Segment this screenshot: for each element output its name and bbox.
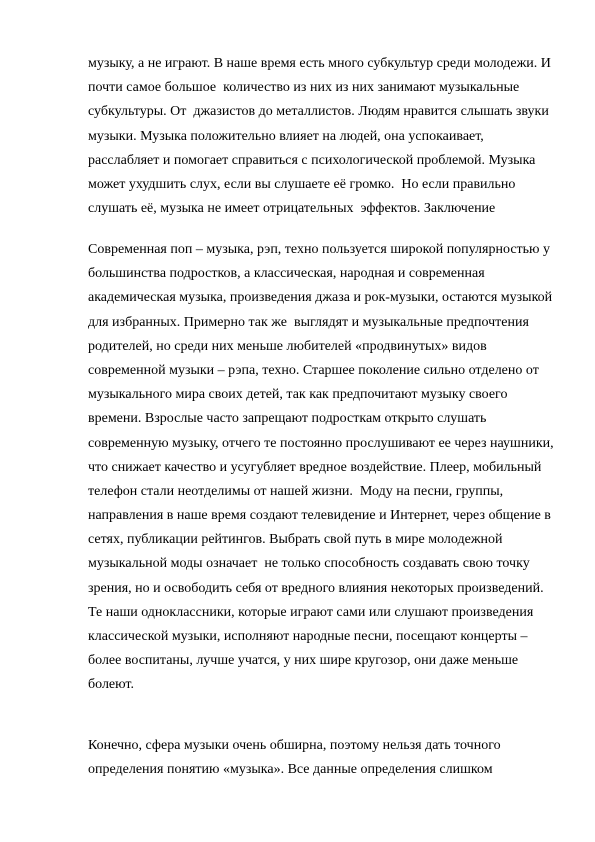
paragraph-2 — [88, 238, 554, 698]
text-line: болеют. — [88, 677, 134, 693]
text-line: времени. Взрослые часто запрещают подросткам открыто слушать — [88, 411, 487, 427]
text-line: что снижает качество и усугубляет вредное воздействие. Плеер, мобильный — [88, 459, 542, 475]
text-line: музыки. Музыка положительно влияет на людей, она успокаивает, — [88, 128, 484, 144]
text-line: сетях, публикации рейтингов. Выбрать свой путь в мире молодежной — [88, 532, 503, 548]
text-line: слушать её, музыка не имеет отрицательных эффектов. Заключение — [88, 201, 496, 217]
text-line: более воспитаны, лучше учатся, у них шире кругозор, они даже меньше — [88, 653, 519, 669]
text-line: определения понятию «музыка». Все данные определения слишком — [88, 762, 493, 778]
text-line: большинства подростков, а классическая, народная и современная — [88, 266, 485, 282]
text-line: Те наши одноклассники, которые играют сами или слушают произведения — [88, 604, 534, 620]
text-line: Конечно, сфера музыки очень обширна, поэтому нельзя дать точного — [88, 738, 501, 753]
text-line: музыку, а не играют. В наше время есть много субкультур среди молодежи. И — [88, 56, 551, 71]
text-line: субкультуры. От джазистов до металлистов. Людям нравится слышать звуки — [88, 104, 549, 120]
text-line: расслабляет и помогает справиться с психологической проблемой. Музыка — [88, 152, 536, 168]
text-line: зрения, но и освободить себя от вредного влияния некоторых произведений. — [88, 580, 544, 596]
text-line: для избранных. Примерно так же выглядят и музыкальные предпочтения — [88, 314, 529, 330]
text-line: почти самое большое количество из них из них занимают музыкальные — [88, 80, 520, 96]
text-line: Современная поп – музыка, рэп, техно пользуется широкой популярностью у — [88, 242, 550, 257]
text-line: современную музыку, отчего те постоянно прослушивают ее через наушники, — [88, 435, 554, 451]
text-line: направления в наше время создают телевидение и Интернет, через общение в — [88, 508, 551, 524]
text-line: музыкального мира своих детей, так как предпочитают музыку своего — [88, 387, 508, 403]
text-line: телефон стали неотделимы от нашей жизни. Моду на песни, группы, — [88, 483, 504, 499]
paragraph-3 — [88, 734, 550, 782]
text-line: академическая музыка, произведения джаза и рок-музыки, остаются музыкой — [88, 290, 553, 306]
text-line: современной музыки – рэпа, техно. Старшее поколение сильно отделено от — [88, 362, 539, 378]
text-line: родителей, но среди них меньше любителей «продвинутых» видов — [88, 338, 487, 354]
text-line: музыкальной моды означает не только способность создавать свою точку — [88, 556, 530, 572]
text-line: может ухудшить слух, если вы слушаете её громко. Но если правильно — [88, 176, 516, 192]
text-line: классической музыки, исполняют народные песни, посещают концерты – — [88, 629, 528, 644]
paragraph-1 — [88, 52, 550, 221]
